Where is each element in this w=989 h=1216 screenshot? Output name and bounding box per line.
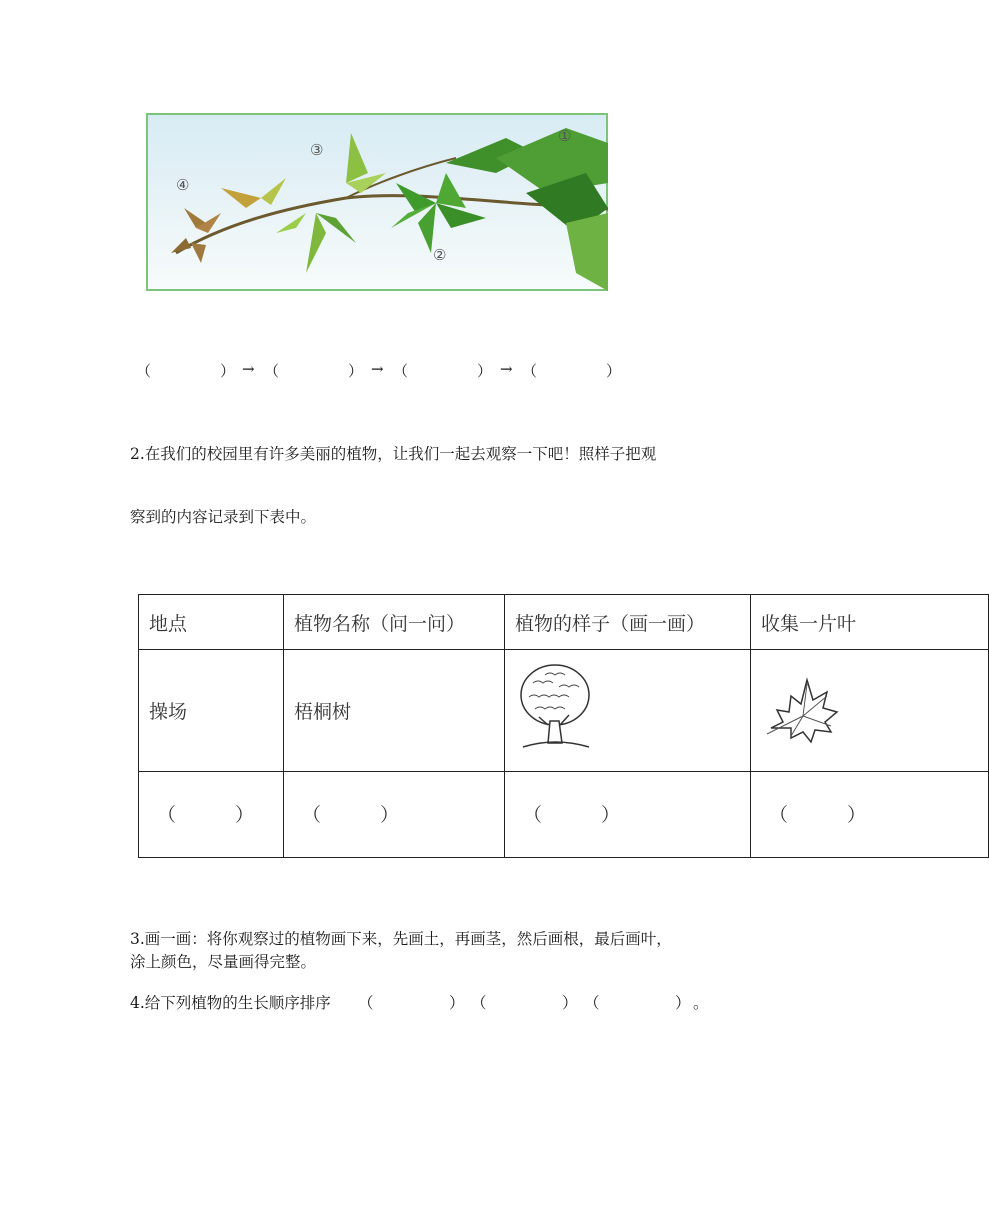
- open-paren: （: [136, 362, 152, 380]
- question-4-text: 4.给下列植物的生长顺序排序: [130, 994, 331, 1012]
- table-row-blank: [139, 772, 989, 858]
- question-2-line-2: 察到的内容记录到下表中。: [130, 508, 317, 526]
- arrow-3: →: [500, 360, 513, 378]
- table-header-row: [139, 595, 989, 650]
- q4-close-paren-3: ）: [675, 994, 691, 1012]
- arrow-1: →: [242, 360, 255, 378]
- open-paren: （: [157, 804, 177, 826]
- sample-tree-drawing-cell: [505, 650, 751, 772]
- tree-sketch-icon: [515, 663, 595, 753]
- close-paren: ）: [380, 804, 400, 826]
- close-paren: ）: [235, 804, 255, 826]
- header-plant-appearance: 植物的样子（画一画）: [505, 595, 751, 650]
- blank-plant-name-cell[interactable]: [284, 772, 505, 858]
- open-paren: （: [522, 362, 538, 380]
- header-location: 地点: [139, 595, 284, 650]
- q4-close-paren-2: ）: [562, 994, 578, 1012]
- close-paren: ）: [847, 804, 867, 826]
- open-paren: （: [264, 362, 280, 380]
- vine-label-3: ③: [310, 141, 324, 159]
- table-row-sample: [139, 650, 989, 772]
- growth-sequence-answer-row: [136, 360, 656, 384]
- open-paren: （: [393, 362, 409, 380]
- question-3-line-2: 涂上颜色，尽量画得完整。: [130, 953, 317, 971]
- q4-open-paren-2: （: [471, 994, 487, 1012]
- question-4-answers: [358, 992, 708, 1014]
- q4-open-paren-3: （: [584, 994, 600, 1012]
- blank-appearance-cell[interactable]: [505, 772, 751, 858]
- sample-plant-name: 梧桐树: [284, 650, 505, 772]
- arrow-2: →: [371, 360, 384, 378]
- close-paren: ）: [477, 362, 493, 380]
- header-collect-leaf: 收集一片叶: [751, 595, 989, 650]
- close-paren: ）: [220, 362, 236, 380]
- maple-leaf-icon: [761, 666, 845, 750]
- question-2-line-1: 2.在我们的校园里有许多美丽的植物，让我们一起去观察一下吧！照样子把观: [130, 445, 657, 463]
- blank-location-cell[interactable]: [139, 772, 284, 858]
- close-paren: ）: [601, 804, 621, 826]
- vine-label-1: ①: [558, 127, 572, 145]
- open-paren: （: [302, 804, 322, 826]
- plant-record-table: [138, 594, 867, 859]
- header-plant-name: 植物名称（问一问）: [284, 595, 505, 650]
- close-paren: ）: [606, 362, 622, 380]
- blank-leaf-cell[interactable]: [751, 772, 989, 858]
- q4-close-paren-1: ）: [449, 994, 465, 1012]
- sample-leaf-cell: [751, 650, 989, 772]
- q4-period: 。: [693, 994, 709, 1012]
- question-3-line-1: 3.画一画：将你观察过的植物画下来，先画土，再画茎，然后画根，最后画叶，: [130, 930, 672, 948]
- vine-label-2: ②: [433, 246, 447, 264]
- sample-location: 操场: [139, 650, 284, 772]
- open-paren: （: [769, 804, 789, 826]
- close-paren: ）: [348, 362, 364, 380]
- vine-label-4: ④: [176, 176, 190, 194]
- q4-open-paren-1: （: [358, 994, 374, 1012]
- open-paren: （: [523, 804, 543, 826]
- vine-growth-photo: [146, 113, 608, 291]
